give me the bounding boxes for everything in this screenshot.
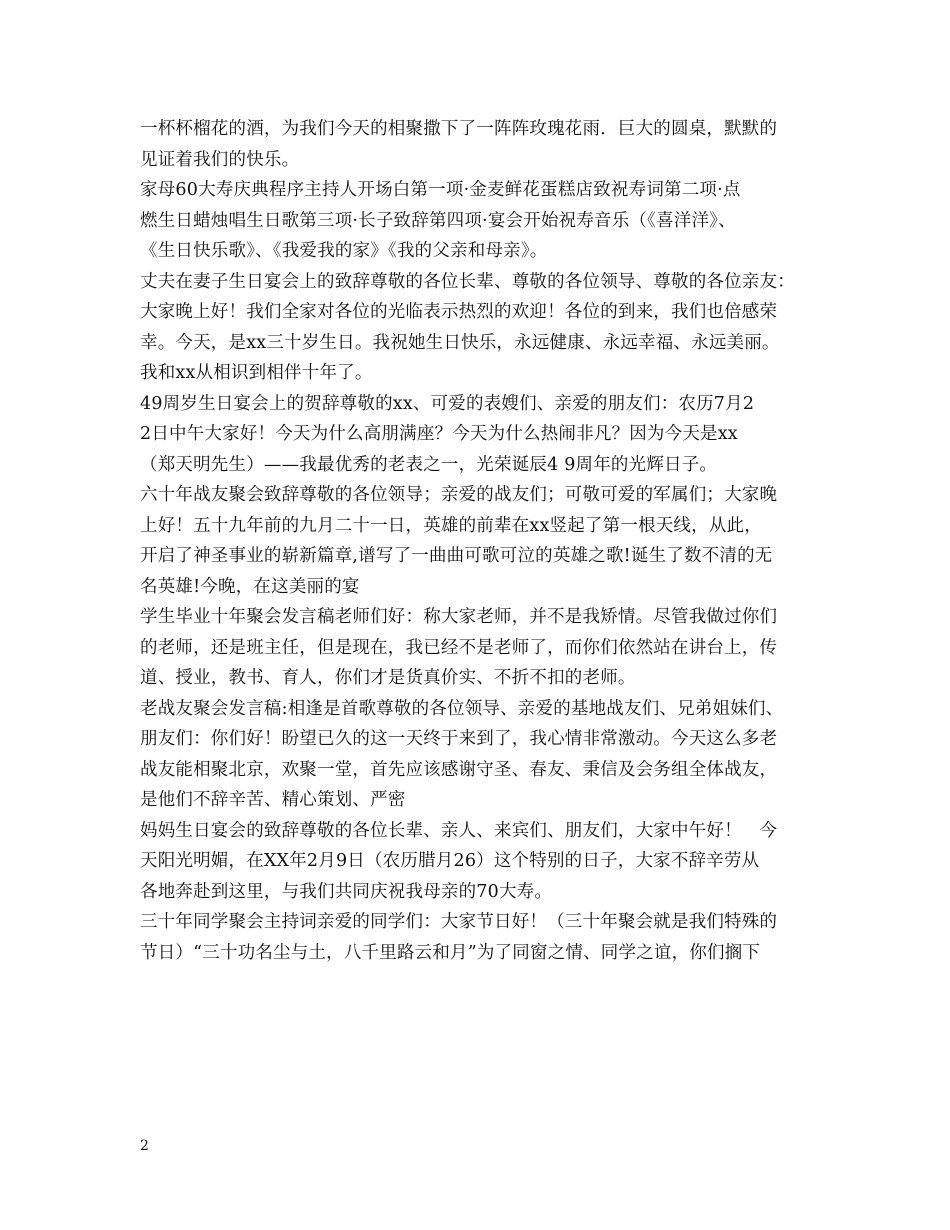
- text-line: 丈夫在妻子生日宴会上的致辞尊敬的各位长辈、尊敬的各位领导、尊敬的各位亲友：: [140, 271, 795, 292]
- text-line: 家母60大寿庆典程序主持人开场白第一项·金麦鲜花蛋糕店致祝寿词第二项·点: [140, 180, 741, 200]
- text-line: 我和xx从相识到相伴十年了。: [140, 363, 373, 383]
- text-line: 天阳光明媚，在XX年2月9日（农历腊月26）这个特别的日子，大家不辞辛劳从: [140, 851, 760, 871]
- text-line: 妈妈生日宴会的致辞尊敬的各位长辈、亲人、来宾们、朋友们，大家中午好！ 今: [140, 820, 778, 841]
- text-line: 是他们不辞辛苦、精心策划、严密: [140, 790, 406, 810]
- text-line: 学生毕业十年聚会发言稿老师们好：称大家老师，并不是我矫情。尽管我做过你们: [140, 607, 778, 627]
- text-line: 《生日快乐歌》、《我爱我的家》《我的父亲和母亲》。: [140, 241, 548, 261]
- text-line: 三十年同学聚会主持词亲爱的同学们：大家节日好！（三十年聚会就是我们特殊的: [140, 912, 778, 932]
- text-line: 燃生日蜡烛唱生日歌第三项·长子致辞第四项·宴会开始祝寿音乐（《喜洋洋》、: [140, 210, 736, 231]
- text-line: 大家晚上好！我们全家对各位的光临表示热烈的欢迎！各位的到来，我们也倍感荣: [140, 302, 778, 322]
- text-line: 名英雄!今晚，在这美丽的宴: [140, 576, 360, 597]
- text-line: 道、授业，教书、育人，你们才是货真价实、不折不扣的老师。: [140, 668, 636, 688]
- text-line: 49周岁生日宴会上的贺辞尊敬的xx、可爱的表嫂们、亲爱的朋友们：农历7月2: [140, 393, 755, 414]
- text-line: 朋友们：你们好！盼望已久的这一天终于来到了，我心情非常激动。今天这么多老: [140, 729, 778, 749]
- text-line: 的老师，还是班主任，但是现在，我已经不是老师了，而你们依然站在讲台上，传: [140, 637, 778, 658]
- text-line: 老战友聚会发言稿:相逢是首歌尊敬的各位领导、亲爱的基地战友们、兄弟姐妹们、: [140, 698, 784, 719]
- text-line: 开启了神圣事业的崭新篇章,谱写了一曲曲可歌可泣的英雄之歌!诞生了数不清的无: [140, 546, 773, 566]
- text-line: 幸。今天，是xx三十岁生日。我祝她生日快乐，永远健康、永远幸福、永远美丽。: [140, 332, 780, 353]
- text-line: 上好！五十九年前的九月二十一日，英雄的前辈在xx竖起了第一根天线，从此，: [140, 515, 762, 536]
- text-line: 一杯杯榴花的酒，为我们今天的相聚撒下了一阵阵玫瑰花雨．巨大的圆桌，默默的: [140, 119, 778, 139]
- text-line: 节日）“三十功名尘与土，八千里路云和月”为了同窗之情、同学之谊，你们搁下: [140, 942, 761, 963]
- text-line: 2日中午大家好！今天为什么高朋满座？今天为什么热闹非凡？因为今天是xx: [140, 424, 738, 444]
- text-line: （郑天明先生）——我最优秀的老表之一，光荣诞辰4 9周年的光辉日子。: [140, 454, 718, 475]
- text-line: 见证着我们的快乐。: [140, 149, 300, 170]
- text-line: 六十年战友聚会致辞尊敬的各位领导；亲爱的战友们；可敬可爱的军属们；大家晚: [140, 485, 778, 505]
- page-number: 2: [140, 1138, 149, 1154]
- text-line: 战友能相聚北京，欢聚一堂，首先应该感谢守圣、春友、秉信及会务组全体战友，: [140, 759, 778, 780]
- document-body: [140, 114, 820, 968]
- text-line: 各地奔赴到这里，与我们共同庆祝我母亲的70大寿。: [140, 881, 553, 902]
